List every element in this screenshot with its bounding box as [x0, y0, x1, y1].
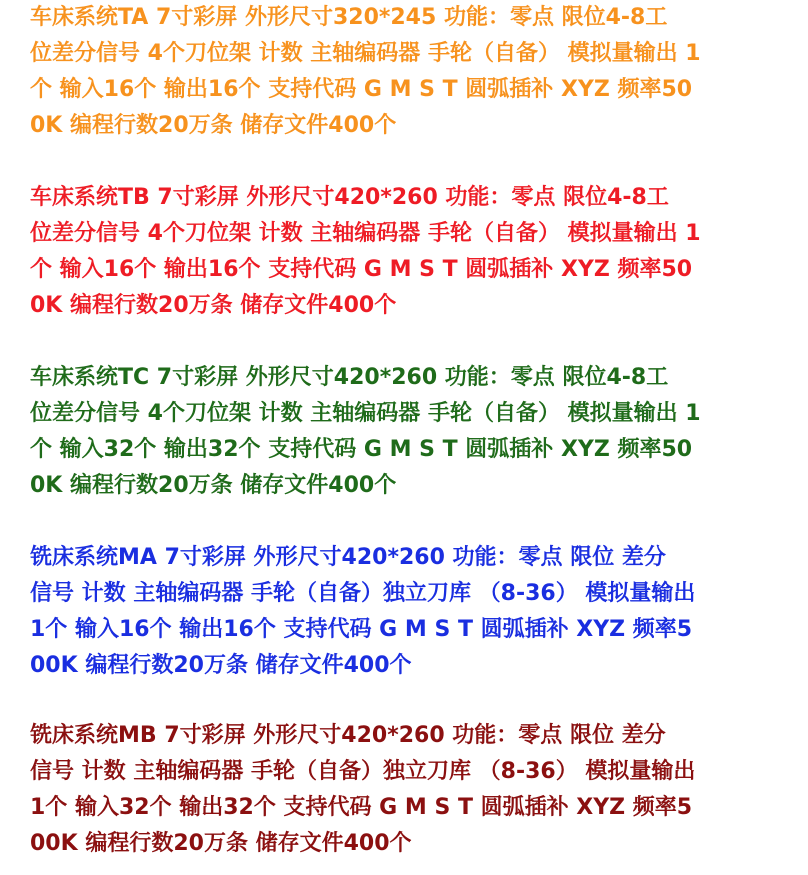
spec-line: 00K 编程行数20万条 储存文件400个 [30, 831, 412, 856]
spec-line: 00K 编程行数20万条 储存文件400个 [30, 653, 412, 678]
spec-block-lathe-ta [30, 0, 701, 144]
spec-line: 车床系统TA 7寸彩屏 外形尺寸320*245 功能：零点 限位4-8工 [30, 5, 668, 30]
spec-block-lathe-tc [30, 360, 701, 504]
spec-line: 位差分信号 4个刀位架 计数 主轴编码器 手轮（自备） 模拟量输出 1 [30, 41, 701, 66]
spec-block-mill-mb [30, 718, 695, 862]
spec-line: 个 输入32个 输出32个 支持代码 G M S T 圆弧插补 XYZ 频率50 [30, 437, 693, 462]
spec-line: 铣床系统MA 7寸彩屏 外形尺寸420*260 功能：零点 限位 差分 [30, 545, 666, 570]
spec-line: 个 输入16个 输出16个 支持代码 G M S T 圆弧插补 XYZ 频率50 [30, 257, 693, 282]
spec-line: 0K 编程行数20万条 储存文件400个 [30, 293, 397, 318]
spec-line: 信号 计数 主轴编码器 手轮（自备）独立刀库 （8-36） 模拟量输出 [30, 759, 696, 784]
spec-block-mill-ma [30, 540, 695, 684]
spec-line: 位差分信号 4个刀位架 计数 主轴编码器 手轮（自备） 模拟量输出 1 [30, 401, 701, 426]
spec-line: 个 输入16个 输出16个 支持代码 G M S T 圆弧插补 XYZ 频率50 [30, 77, 693, 102]
spec-line: 0K 编程行数20万条 储存文件400个 [30, 113, 397, 138]
spec-line: 铣床系统MB 7寸彩屏 外形尺寸420*260 功能：零点 限位 差分 [30, 723, 666, 748]
spec-line: 0K 编程行数20万条 储存文件400个 [30, 473, 397, 498]
spec-line: 1个 输入32个 输出32个 支持代码 G M S T 圆弧插补 XYZ 频率5 [30, 795, 693, 820]
spec-line: 车床系统TB 7寸彩屏 外形尺寸420*260 功能：零点 限位4-8工 [30, 185, 669, 210]
spec-block-lathe-tb [30, 180, 701, 324]
spec-line: 信号 计数 主轴编码器 手轮（自备）独立刀库 （8-36） 模拟量输出 [30, 581, 696, 606]
spec-line: 1个 输入16个 输出16个 支持代码 G M S T 圆弧插补 XYZ 频率5 [30, 617, 693, 642]
spec-line: 车床系统TC 7寸彩屏 外形尺寸420*260 功能：零点 限位4-8工 [30, 365, 669, 390]
spec-line: 位差分信号 4个刀位架 计数 主轴编码器 手轮（自备） 模拟量输出 1 [30, 221, 701, 246]
